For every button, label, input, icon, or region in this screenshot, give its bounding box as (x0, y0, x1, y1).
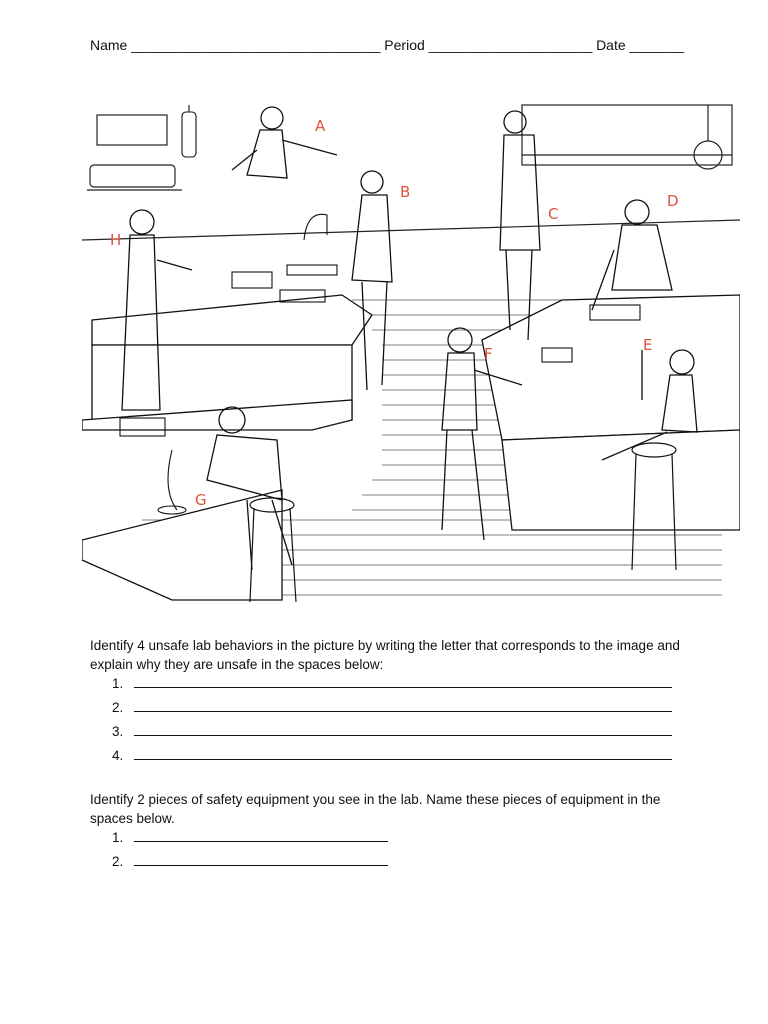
answer-line[interactable] (134, 699, 672, 712)
answer-row[interactable] (112, 853, 388, 871)
marker-e: E (643, 336, 653, 354)
marker-a: A (315, 117, 326, 135)
answer-row[interactable] (112, 699, 672, 717)
answer-row[interactable] (112, 723, 672, 741)
question-safety-equipment: Identify 2 pieces of safety equipment you see in the lab. Name these pieces of equipment in the spaces below. (90, 792, 661, 826)
name-field[interactable]: ________________________________ (131, 37, 381, 53)
name-label: Name (90, 37, 128, 53)
marker-f: F (484, 345, 493, 363)
question-unsafe-behaviors: Identify 4 unsafe lab behaviors in the picture by writing the letter that corresponds to the image and explain why they are unsafe in the spaces below: (90, 638, 680, 672)
item-number: 2. (112, 700, 124, 715)
item-number: 4. (112, 748, 124, 763)
answer-line[interactable] (134, 853, 388, 866)
date-field[interactable]: _______ (629, 37, 685, 53)
back-wall (82, 105, 740, 240)
answer-row[interactable] (112, 747, 672, 765)
answer-row[interactable] (112, 829, 388, 847)
item-number: 3. (112, 724, 124, 739)
date-label: Date (596, 37, 626, 53)
lab-benches (82, 295, 740, 600)
period-label: Period (384, 37, 425, 53)
marker-c: C (548, 205, 559, 223)
marker-g: G (195, 491, 207, 509)
answer-line[interactable] (134, 675, 672, 688)
marker-h: H (110, 231, 122, 249)
header-line (90, 37, 684, 53)
item-number: 1. (112, 830, 124, 845)
answer-row[interactable] (112, 675, 672, 693)
marker-b: B (400, 183, 411, 201)
answer-line[interactable] (134, 723, 672, 736)
answer-line[interactable] (134, 829, 388, 842)
period-field[interactable]: _____________________ (428, 37, 593, 53)
lab-illustration (82, 100, 740, 605)
item-number: 2. (112, 854, 124, 869)
answer-line[interactable] (134, 747, 672, 760)
item-number: 1. (112, 676, 124, 691)
marker-d: D (667, 192, 679, 210)
